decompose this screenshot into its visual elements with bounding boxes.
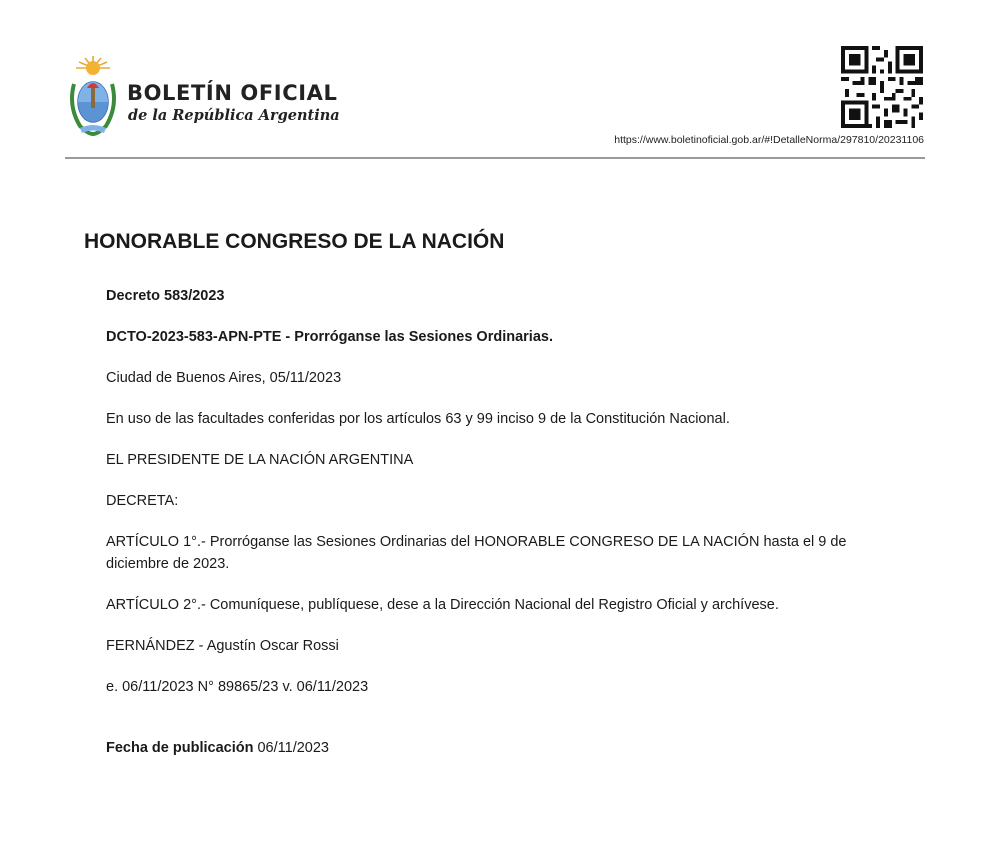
publication-date: 06/11/2023 (257, 740, 329, 756)
decreta-label: DECRETA: (106, 493, 179, 509)
section-title: HONORABLE CONGRESO DE LA NACIÓN (84, 230, 505, 253)
brand-title: BOLETÍN OFICIAL (127, 81, 338, 105)
preamble: En uso de las facultades conferidas por los artículos 63 y 99 inciso 9 de la Constitución Nacional. (106, 411, 730, 427)
document-url[interactable]: https://www.boletinoficial.gob.ar/#!DetalleNorma/297810/20231106 (614, 134, 924, 146)
publication-date-line (106, 737, 906, 759)
header-divider (65, 157, 925, 159)
article-2: ARTÍCULO 2°.- Comuníquese, publíquese, dese a la Dirección Nacional del Registro Oficial y archívese. (106, 597, 779, 613)
authority: EL PRESIDENTE DE LA NACIÓN ARGENTINA (106, 452, 414, 468)
signatures: FERNÁNDEZ - Agustín Oscar Rossi (106, 638, 339, 654)
article-1: ARTÍCULO 1°.- Prorróganse las Sesiones Ordinarias del HONORABLE CONGRESO DE LA NACIÓN hasta el 9 de diciembre de 2023. (106, 534, 847, 572)
qr-code-icon[interactable] (841, 46, 923, 128)
argentina-coat-of-arms-icon (66, 54, 120, 138)
decree-number: Decreto 583/2023 (106, 288, 225, 304)
decree-body (106, 285, 906, 778)
brand-subtitle: de la República Argentina (128, 107, 340, 124)
edition-info: e. 06/11/2023 N° 89865/23 v. 06/11/2023 (106, 679, 369, 695)
publication-label: Fecha de publicación (106, 740, 254, 756)
place-date: Ciudad de Buenos Aires, 05/11/2023 (106, 370, 342, 386)
document-header (0, 0, 992, 165)
decree-reference: DCTO-2023-583-APN-PTE - Prorróganse las Sesiones Ordinarias. (106, 329, 553, 345)
